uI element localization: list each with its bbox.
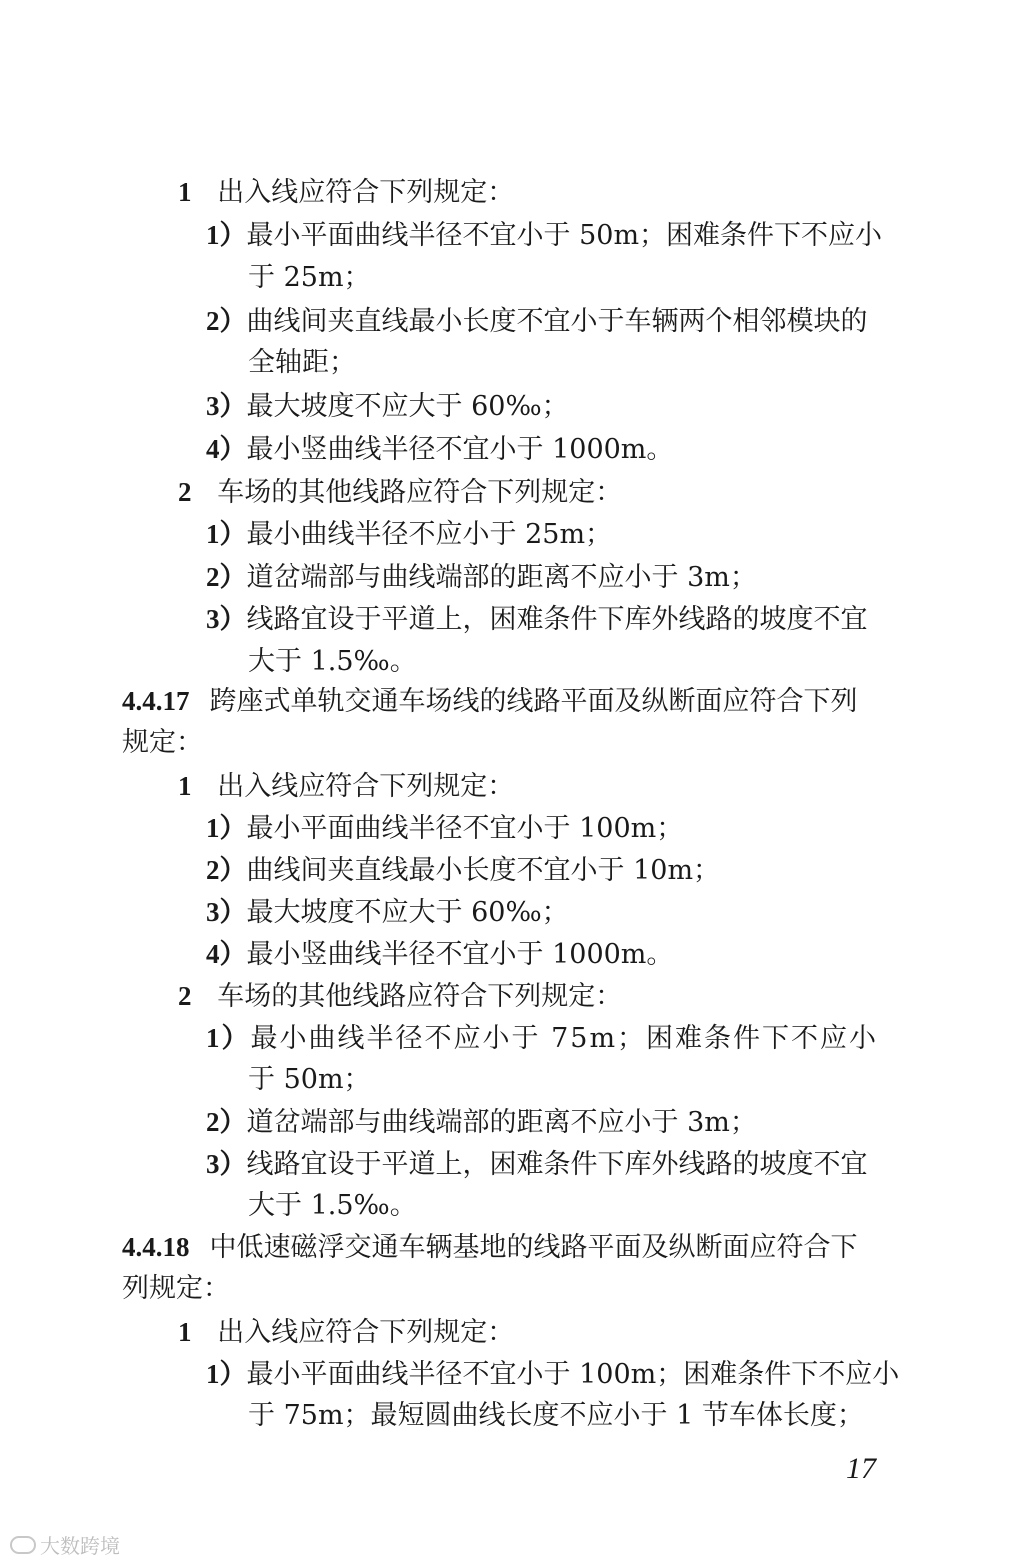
subitem-text: 最小曲线半径不应小于 25m； [246, 519, 613, 550]
item-number: 2 [178, 477, 192, 507]
subitem-number: 1） [206, 1023, 251, 1053]
clause-continuation [122, 1272, 230, 1306]
subitem-number: 2） [206, 1107, 247, 1137]
subitem-1 [206, 1357, 899, 1392]
clause-number: 4.4.18 [122, 1232, 190, 1262]
item-1-entry-exit-line [178, 175, 514, 210]
continuation-text: 于 25m； [248, 262, 371, 293]
continuation-text: 大于 1.5‰。 [248, 646, 417, 677]
subitem-number: 1） [206, 220, 247, 250]
item-number: 1 [178, 177, 192, 207]
subitem-text: 曲线间夹直线最小长度不宜小于车辆两个相邻模块的 [246, 306, 868, 337]
subitem-number: 3） [206, 897, 247, 927]
subitem-continuation [248, 1063, 371, 1097]
watermark [10, 1530, 120, 1559]
watermark-logo-icon [10, 1536, 36, 1554]
subitem-2 [206, 560, 757, 595]
subitem-text: 最大坡度不应大于 60‰； [246, 391, 569, 422]
item-text: 出入线应符合下列规定： [217, 771, 515, 802]
subitem-number: 3） [206, 604, 247, 634]
continuation-text: 于 75m；最短圆曲线长度不应小于 1 节车体长度； [248, 1400, 864, 1431]
subitem-text: 道岔端部与曲线端部的距离不应小于 3m； [246, 562, 757, 593]
subitem-text: 线路宜设于平道上，困难条件下库外线路的坡度不宜 [246, 1149, 868, 1180]
subitem-text: 最小曲线半径不应小于 75m；困难条件下不应小 [250, 1023, 879, 1054]
subitem-continuation [248, 1189, 417, 1223]
subitem-number: 4） [206, 434, 247, 464]
subitem-4 [206, 937, 673, 972]
subitem-number: 4） [206, 939, 247, 969]
subitem-text: 最大坡度不应大于 60‰； [246, 897, 569, 928]
item-number: 1 [178, 771, 192, 801]
item-2-other-lines [178, 979, 622, 1014]
subitem-number: 3） [206, 1149, 247, 1179]
subitem-number: 3） [206, 391, 247, 421]
subitem-2 [206, 1105, 757, 1140]
subitem-number: 2） [206, 855, 247, 885]
item-text: 车场的其他线路应符合下列规定： [217, 477, 623, 508]
subitem-text: 曲线间夹直线最小长度不宜小于 10m； [246, 855, 721, 886]
continuation-text: 于 50m； [248, 1064, 371, 1095]
subitem-1 [206, 517, 612, 552]
clause-continuation [122, 726, 203, 760]
subitem-continuation [248, 261, 371, 295]
subitem-number: 2） [206, 306, 247, 336]
item-number: 1 [178, 1317, 192, 1347]
subitem-text: 最小竖曲线半径不宜小于 1000m。 [246, 939, 674, 970]
subitem-2 [206, 853, 720, 888]
continuation-text: 规定： [122, 727, 203, 758]
subitem-continuation [248, 1399, 864, 1433]
subitem-2 [206, 304, 868, 339]
subitem-text: 最小平面曲线半径不宜小于 50m；困难条件下不应小 [246, 220, 883, 251]
continuation-text: 大于 1.5‰。 [248, 1190, 417, 1221]
subitem-1 [206, 1021, 878, 1056]
continuation-text: 列规定： [122, 1273, 230, 1304]
item-text: 车场的其他线路应符合下列规定： [217, 981, 623, 1012]
subitem-text: 线路宜设于平道上，困难条件下库外线路的坡度不宜 [246, 604, 868, 635]
subitem-3 [206, 1147, 868, 1182]
item-2-other-lines [178, 475, 622, 510]
subitem-3 [206, 602, 868, 637]
page-number: 17 [846, 1452, 876, 1485]
subitem-number: 2） [206, 562, 247, 592]
subitem-number: 1） [206, 519, 247, 549]
item-1-entry-exit-line [178, 769, 514, 804]
subitem-3 [206, 389, 569, 424]
clause-number: 4.4.17 [122, 686, 190, 716]
subitem-4 [206, 432, 673, 467]
subitem-number: 1） [206, 813, 247, 843]
item-text: 出入线应符合下列规定： [217, 177, 515, 208]
clause-4-4-18 [122, 1230, 858, 1265]
subitem-number: 1） [206, 1359, 247, 1389]
subitem-text: 道岔端部与曲线端部的距离不应小于 3m； [246, 1107, 757, 1138]
item-number: 2 [178, 981, 192, 1011]
subitem-text: 最小竖曲线半径不宜小于 1000m。 [246, 434, 674, 465]
watermark-text: 大数跨境 [40, 1534, 120, 1558]
subitem-text: 最小平面曲线半径不宜小于 100m；困难条件下不应小 [246, 1359, 900, 1390]
clause-text: 跨座式单轨交通车场线的线路平面及纵断面应符合下列 [209, 686, 858, 717]
continuation-text: 全轴距； [248, 347, 356, 378]
subitem-continuation [248, 346, 356, 380]
clause-4-4-17 [122, 684, 858, 719]
clause-text: 中低速磁浮交通车辆基地的线路平面及纵断面应符合下 [209, 1232, 858, 1263]
subitem-continuation [248, 645, 417, 679]
subitem-1 [206, 218, 882, 253]
subitem-1 [206, 811, 683, 846]
item-1-entry-exit-line [178, 1315, 514, 1350]
subitem-text: 最小平面曲线半径不宜小于 100m； [246, 813, 684, 844]
item-text: 出入线应符合下列规定： [217, 1317, 515, 1348]
subitem-3 [206, 895, 569, 930]
